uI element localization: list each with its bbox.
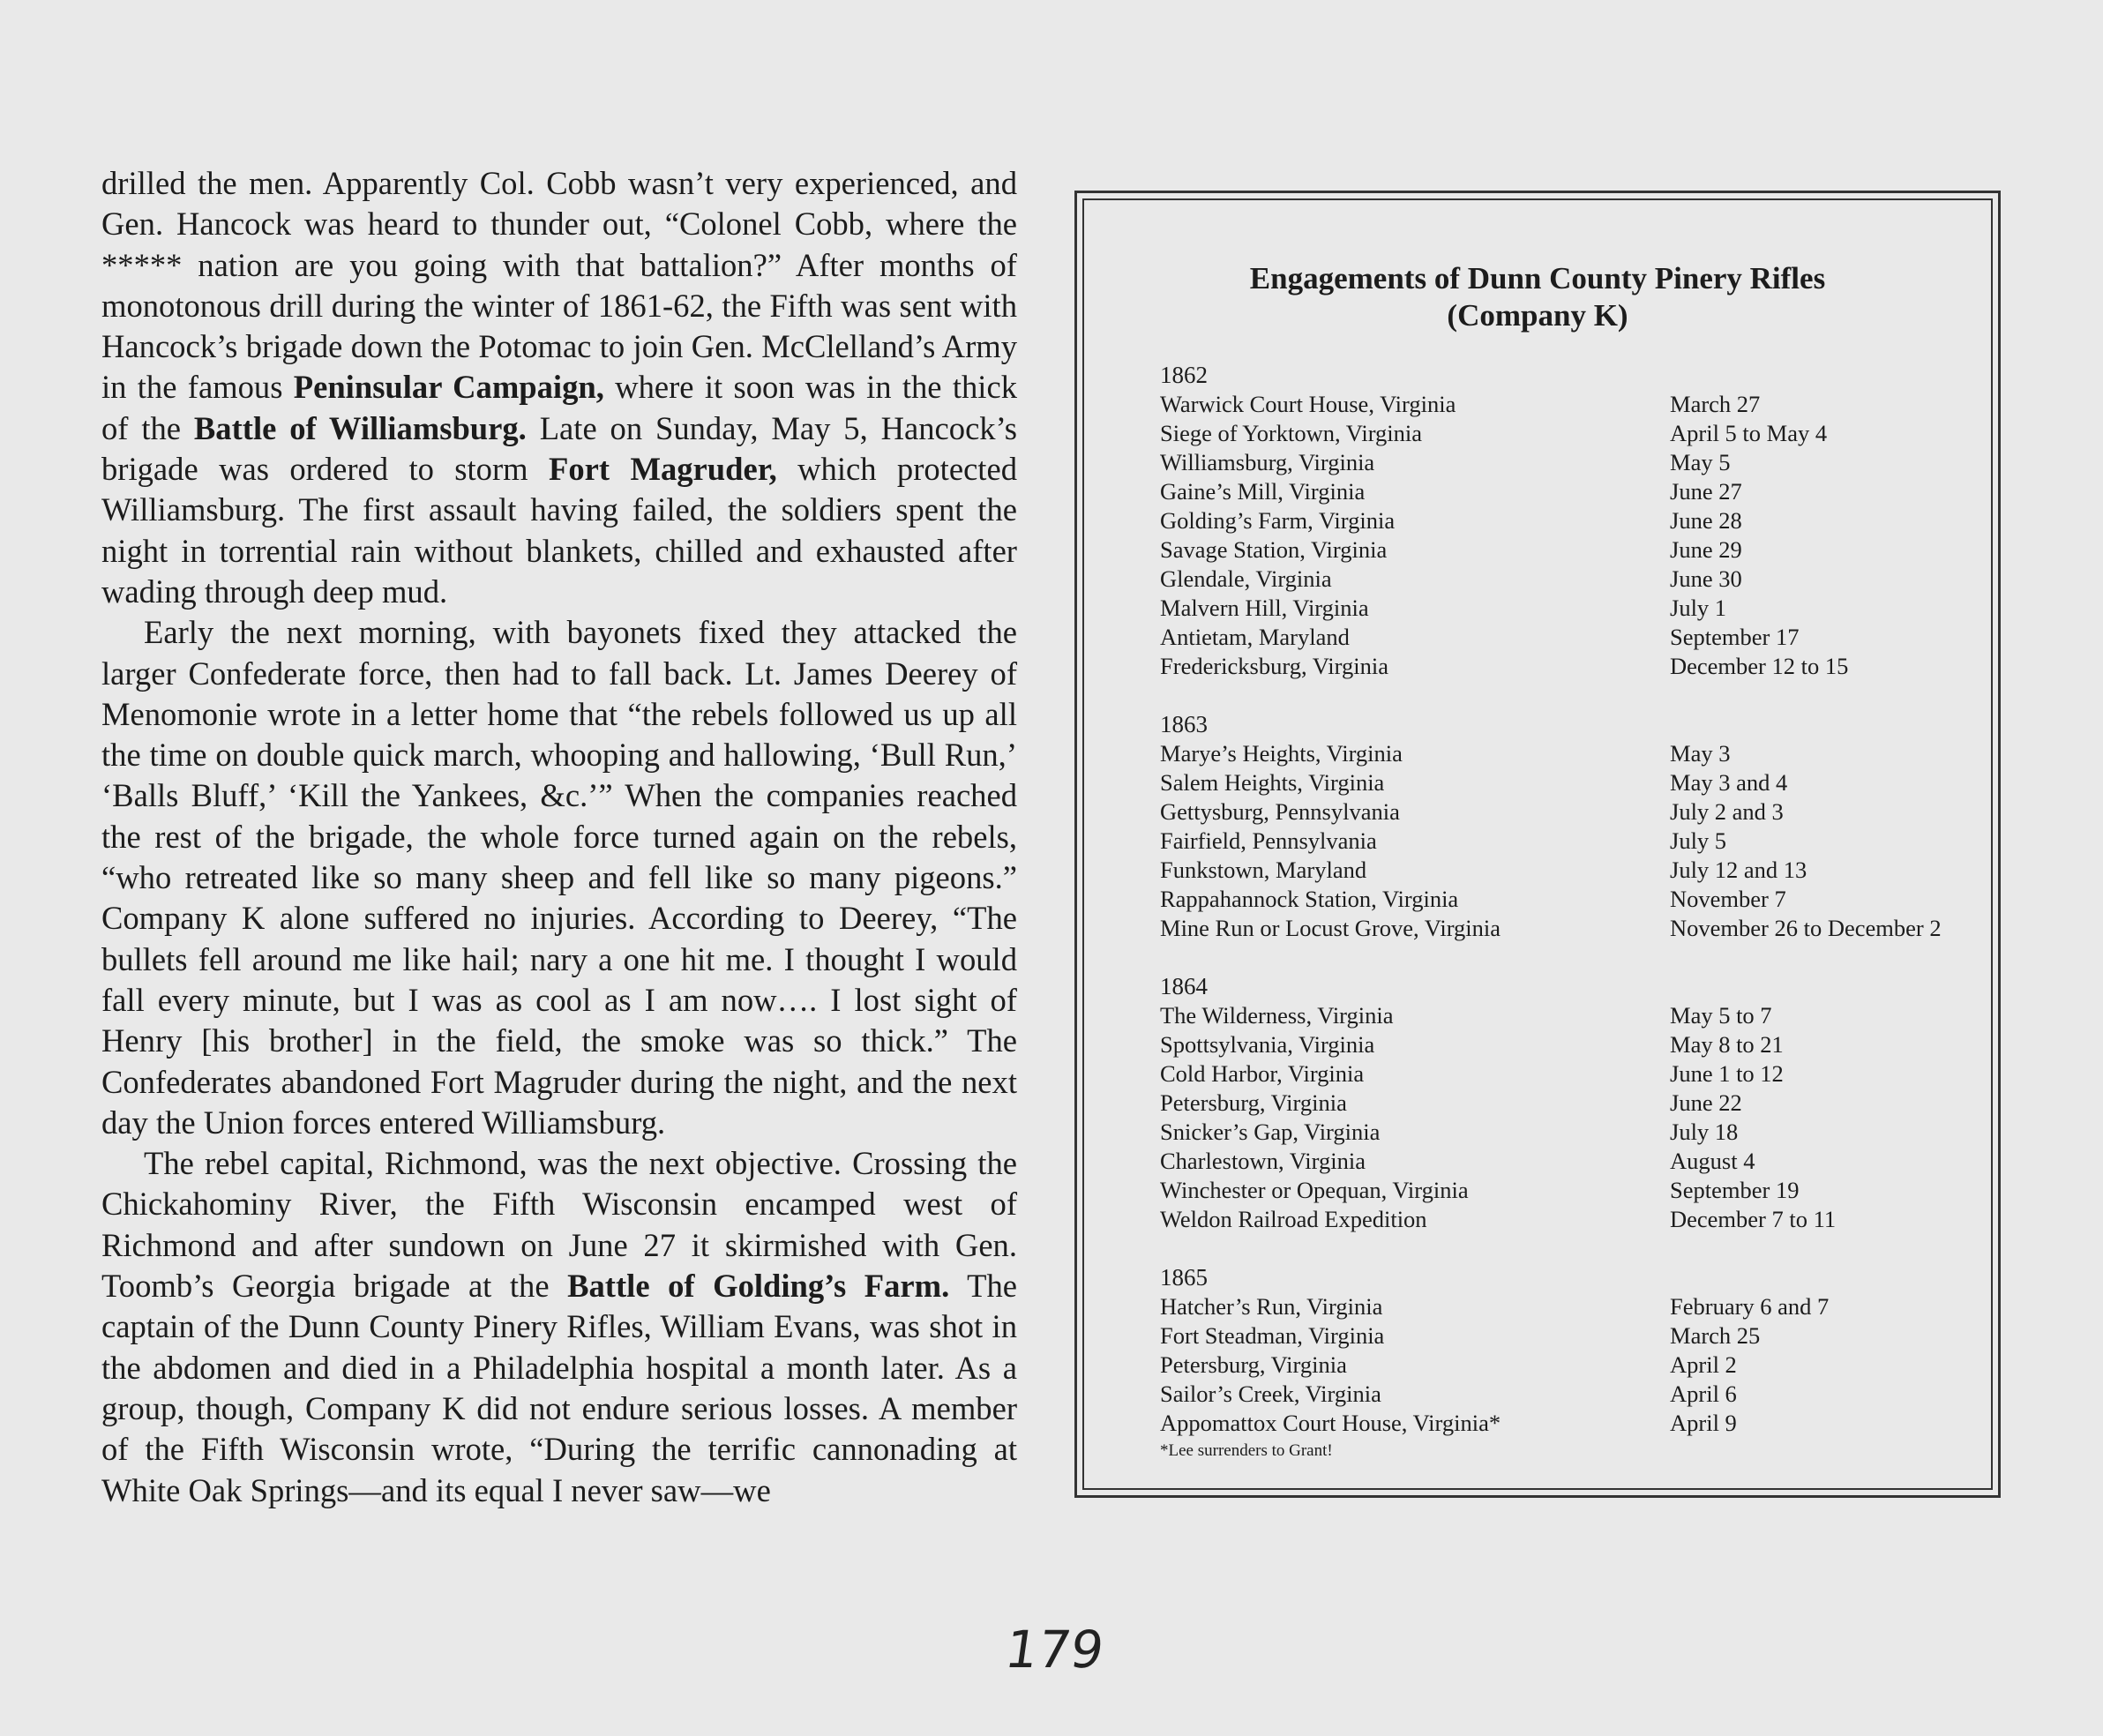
- bold-phrase: Battle of Golding’s Farm.: [567, 1268, 950, 1305]
- engagement-row: [1160, 885, 1989, 914]
- engagement-row: [1160, 1351, 1989, 1380]
- engagement-row: [1160, 1030, 1989, 1059]
- year-heading: 1864: [1160, 973, 1208, 999]
- engagements-title: [1084, 260, 1991, 334]
- year-block: [1160, 361, 1989, 681]
- text-run: The captain of the Dunn County Pinery Rifles, William Evans, was shot in the abdomen and died in a Philadelphia hospital a month later. As a group, though, Company K did not endure serious losses. A member of the Fifth Wisconsin wrote, “During the terrific cannonading at White Oak Springs—and its equal I never saw—we: [101, 1268, 1017, 1508]
- engagement-date: June 30: [1670, 565, 1742, 592]
- engagement-date: December 12 to 15: [1670, 653, 1849, 679]
- engagement-row: [1160, 535, 1989, 565]
- engagement-row: [1160, 1409, 1989, 1438]
- engagement-date: September 19: [1670, 1177, 1800, 1203]
- engagements-title-line1: Engagements of Dunn County Pinery Rifles: [1249, 261, 1826, 296]
- engagement-row: [1160, 914, 1989, 943]
- text-run: drilled the men. Apparently Col. Cobb wasn’t very experienced, and Gen. Hancock was heard to thunder out, “Colonel Cobb, where the ***** nation are you going with that battalion?” After months of monotonous drill during the winter of 1861-62, the Fifth was sent with Hancock’s brigade down the Potomac to join Gen. McClelland’s Army in the famous: [101, 165, 1017, 406]
- engagement-place: Sailor’s Creek, Virginia: [1160, 1381, 1381, 1407]
- engagement-place: Salem Heights, Virginia: [1160, 769, 1385, 796]
- engagement-row: [1160, 1380, 1989, 1409]
- engagement-row: [1160, 739, 1989, 768]
- engagement-date: July 2 and 3: [1670, 798, 1784, 825]
- text-run: Late on Sunday, May 5, Hancock’s brigade was ordered to storm: [101, 409, 1017, 488]
- engagement-date: April 2: [1670, 1351, 1737, 1378]
- engagement-row: [1160, 1089, 1989, 1118]
- engagement-date: May 3 and 4: [1670, 769, 1788, 796]
- engagement-place: Fredericksburg, Virginia: [1160, 653, 1388, 679]
- engagement-row: [1160, 390, 1989, 419]
- engagement-row: [1160, 565, 1989, 594]
- engagements-title-line2: (Company K): [1447, 298, 1628, 333]
- text-run: The rebel capital, Richmond, was the next objective. Crossing the Chickahominy River, the Fifth Wisconsin encamped west of Richmond and after sundown on June 27 it skirmished with Gen. Toomb’s Georgia brigade at the: [101, 1145, 1017, 1305]
- engagement-date: July 12 and 13: [1670, 857, 1807, 883]
- engagement-place: Appomattox Court House, Virginia*: [1160, 1410, 1501, 1436]
- engagement-place: Warwick Court House, Virginia: [1160, 391, 1456, 417]
- engagement-row: [1160, 856, 1989, 885]
- bold-phrase: Fort Magruder,: [549, 451, 777, 488]
- body-paragraph: [101, 612, 1017, 1143]
- engagement-date: June 22: [1670, 1089, 1742, 1116]
- text-run: where it soon was in the thick of the: [101, 369, 1017, 446]
- body-paragraph: [101, 163, 1017, 612]
- engagement-date: November 26 to December 2: [1670, 915, 1942, 941]
- body-text-column: [101, 163, 1017, 1511]
- engagement-date: November 7: [1670, 886, 1786, 912]
- engagement-row: [1160, 1176, 1989, 1205]
- engagement-place: The Wilderness, Virginia: [1160, 1002, 1394, 1029]
- bold-phrase: Battle of Williamsburg.: [193, 409, 527, 446]
- year-heading: 1863: [1160, 711, 1208, 737]
- engagement-date: June 27: [1670, 478, 1742, 505]
- engagement-row: [1160, 1147, 1989, 1176]
- engagement-date: June 29: [1670, 536, 1742, 563]
- engagement-place: Williamsburg, Virginia: [1160, 449, 1375, 475]
- engagement-place: Rappahannock Station, Virginia: [1160, 886, 1459, 912]
- engagement-place: Siege of Yorktown, Virginia: [1160, 420, 1423, 446]
- engagement-place: Mine Run or Locust Grove, Virginia: [1160, 915, 1501, 941]
- engagement-place: Petersburg, Virginia: [1160, 1089, 1347, 1116]
- engagement-row: [1160, 1118, 1989, 1147]
- engagement-date: May 5: [1670, 449, 1731, 475]
- year-block: [1160, 710, 1989, 943]
- engagement-row: [1160, 827, 1989, 856]
- engagement-place: Funkstown, Maryland: [1160, 857, 1367, 883]
- engagement-date: May 3: [1670, 740, 1731, 767]
- engagement-date: July 5: [1670, 827, 1727, 854]
- engagement-date: April 6: [1670, 1381, 1737, 1407]
- bold-phrase: Peninsular Campaign,: [293, 369, 604, 406]
- engagement-row: [1160, 477, 1989, 506]
- engagement-place: Cold Harbor, Virginia: [1160, 1060, 1365, 1087]
- engagement-row: [1160, 448, 1989, 477]
- engagement-row: [1160, 797, 1989, 827]
- engagement-place: Glendale, Virginia: [1160, 565, 1332, 592]
- body-paragraph: [101, 1143, 1017, 1511]
- engagement-row: [1160, 652, 1989, 681]
- engagement-place: Charlestown, Virginia: [1160, 1148, 1366, 1174]
- engagement-place: Winchester or Opequan, Virginia: [1160, 1177, 1469, 1203]
- engagement-place: Snicker’s Gap, Virginia: [1160, 1119, 1381, 1145]
- engagement-date: May 8 to 21: [1670, 1031, 1784, 1058]
- engagement-date: September 17: [1670, 624, 1800, 650]
- engagement-date: March 27: [1670, 391, 1761, 417]
- engagement-date: July 18: [1670, 1119, 1739, 1145]
- engagements-box: [1074, 191, 2001, 1498]
- engagement-row: [1160, 1205, 1989, 1234]
- year-block: [1160, 972, 1989, 1234]
- engagement-date: June 1 to 12: [1670, 1060, 1784, 1087]
- engagement-date: April 9: [1670, 1410, 1737, 1436]
- engagement-place: Spottsylvania, Virginia: [1160, 1031, 1375, 1058]
- engagement-row: [1160, 1321, 1989, 1351]
- engagement-date: February 6 and 7: [1670, 1293, 1830, 1320]
- engagements-footnote: *Lee surrenders to Grant!: [1160, 1441, 1333, 1460]
- engagement-row: [1160, 1292, 1989, 1321]
- engagement-place: Weldon Railroad Expedition: [1160, 1206, 1427, 1232]
- engagement-place: Savage Station, Virginia: [1160, 536, 1388, 563]
- engagement-row: [1160, 623, 1989, 652]
- engagement-row: [1160, 419, 1989, 448]
- engagement-place: Marye’s Heights, Virginia: [1160, 740, 1403, 767]
- engagement-date: December 7 to 11: [1670, 1206, 1837, 1232]
- engagement-row: [1160, 768, 1989, 797]
- engagement-place: Fort Steadman, Virginia: [1160, 1322, 1385, 1349]
- engagement-row: [1160, 1059, 1989, 1089]
- engagement-date: June 28: [1670, 507, 1742, 534]
- engagement-place: Malvern Hill, Virginia: [1160, 595, 1369, 621]
- page-number: 179: [1001, 1620, 1108, 1680]
- year-heading: 1862: [1160, 362, 1208, 388]
- engagement-place: Fairfield, Pennsylvania: [1160, 827, 1377, 854]
- engagement-place: Gaine’s Mill, Virginia: [1160, 478, 1366, 505]
- year-block: [1160, 1263, 1989, 1463]
- engagement-place: Gettysburg, Pennsylvania: [1160, 798, 1400, 825]
- engagement-date: March 25: [1670, 1322, 1761, 1349]
- engagement-row: [1160, 1001, 1989, 1030]
- engagement-date: May 5 to 7: [1670, 1002, 1772, 1029]
- engagements-table: [1160, 361, 1989, 1463]
- engagement-date: August 4: [1670, 1148, 1755, 1174]
- engagement-place: Golding’s Farm, Virginia: [1160, 507, 1396, 534]
- engagements-box-inner-border: [1082, 198, 1993, 1490]
- engagement-place: Antietam, Maryland: [1160, 624, 1350, 650]
- text-run: which protected Williamsburg. The first assault having failed, the soldiers spent the night in torrential rain without blankets, chilled and exhausted after wading through deep mud.: [101, 451, 1017, 610]
- engagement-row: [1160, 506, 1989, 535]
- year-heading: 1865: [1160, 1264, 1208, 1291]
- engagement-place: Petersburg, Virginia: [1160, 1351, 1347, 1378]
- engagement-row: [1160, 594, 1989, 623]
- engagement-date: April 5 to May 4: [1670, 420, 1828, 446]
- engagement-date: July 1: [1670, 595, 1727, 621]
- text-run: Early the next morning, with bayonets fixed they attacked the larger Confederate force, then had to fall back. Lt. James Deerey of Menomonie wrote in a letter home that “the rebels followed us up all the time on double quick march, whooping and hallowing, ‘Bull Run,’ ‘Balls Bluff,’ ‘Kill the Yankees, &c.’” When the companies reached the rest of the brigade, the whole force turned again on the rebels, “who retreated like so many sheep and fell like so many pigeons.” Company K alone suffered no injuries. According to Deerey, “The bullets fell around me like hail; nary a one hit me. I thought I would fall every minute, but I was as cool as I am now…. I lost sight of Henry [his brother] in the field, the smoke was so thick.” The Confederates abandoned Fort Magruder during the night, and the next day the Union forces entered Williamsburg.: [101, 614, 1017, 1141]
- engagement-place: Hatcher’s Run, Virginia: [1160, 1293, 1383, 1320]
